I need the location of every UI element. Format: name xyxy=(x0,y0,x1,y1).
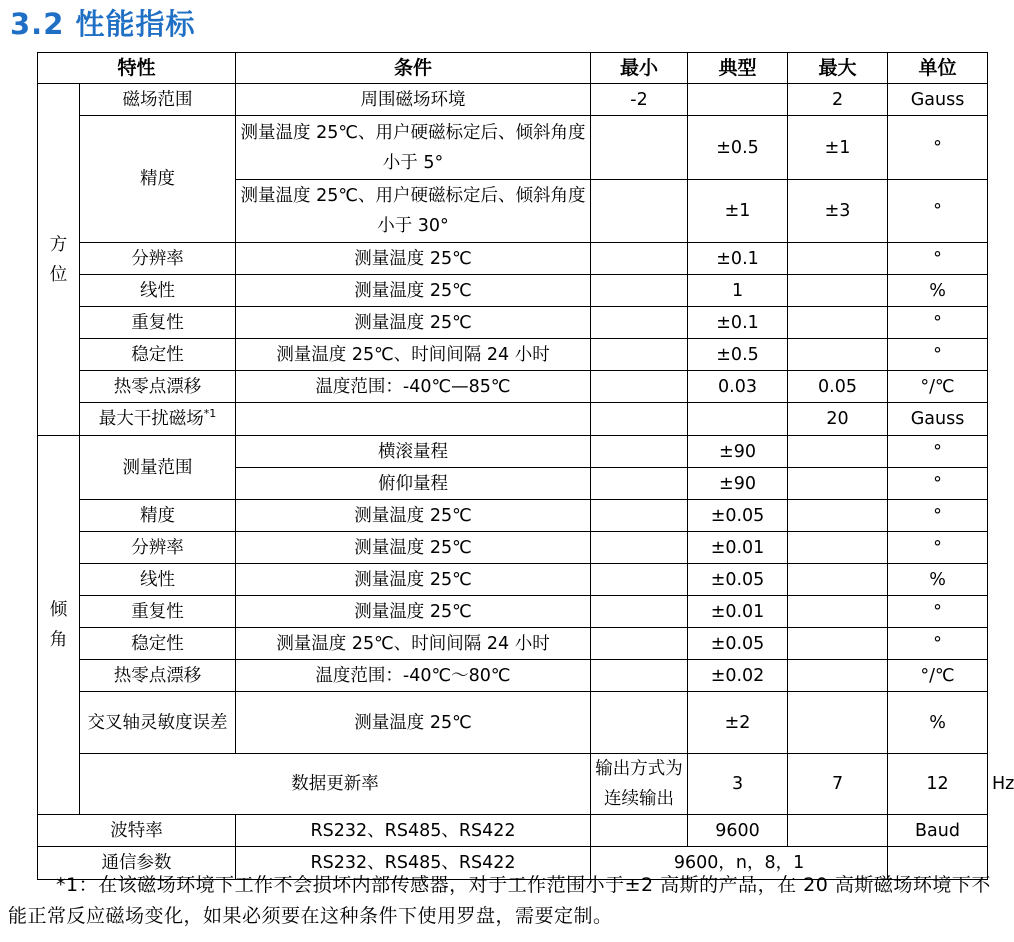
row-typ: ±90 xyxy=(688,468,788,500)
table-row xyxy=(38,307,988,339)
row-typ: ±90 xyxy=(688,436,788,468)
row-min xyxy=(591,403,688,436)
performance-table xyxy=(37,52,1014,880)
table-row xyxy=(38,371,988,403)
row-min xyxy=(591,275,688,307)
row-unit: ° xyxy=(888,596,988,628)
row-unit: ° xyxy=(888,468,988,500)
row-min xyxy=(591,180,688,243)
row-condition: 测量温度 25℃ xyxy=(236,532,591,564)
row-name: 通信参数 xyxy=(38,847,236,880)
row-max xyxy=(788,500,888,532)
row-min xyxy=(591,596,688,628)
row-condition: 测量温度 25℃、用户硬磁标定后、倾斜角度小于 30° xyxy=(236,180,591,243)
row-max: ±1 xyxy=(788,116,888,180)
header-characteristic: 特性 xyxy=(38,53,236,84)
row-unit: ° xyxy=(888,339,988,371)
row-typ: ±0.1 xyxy=(688,307,788,339)
section-title: 性能指标 xyxy=(75,7,196,41)
row-typ: ±0.01 xyxy=(688,532,788,564)
row-unit: Gauss xyxy=(888,403,988,436)
row-min xyxy=(591,500,688,532)
row-max: 2 xyxy=(788,84,888,116)
row-unit: ° xyxy=(888,180,988,243)
row-condition: 测量温度 25℃、用户硬磁标定后、倾斜角度小于 5° xyxy=(236,116,591,180)
table-row xyxy=(38,116,988,180)
row-name: 重复性 xyxy=(80,307,236,339)
row-name: 稳定性 xyxy=(80,339,236,371)
row-name: 热零点漂移 xyxy=(80,660,236,692)
row-condition: 测量温度 25℃ xyxy=(236,307,591,339)
row-typ: ±0.01 xyxy=(688,596,788,628)
row-condition: 温度范围：-40℃—85℃ xyxy=(236,371,591,403)
row-name: 精度 xyxy=(80,500,236,532)
row-typ: ±0.05 xyxy=(688,628,788,660)
row-unit: ° xyxy=(888,500,988,532)
row-unit: °/℃ xyxy=(888,371,988,403)
row-name: 线性 xyxy=(80,564,236,596)
row-name: 稳定性 xyxy=(80,628,236,660)
row-min xyxy=(591,564,688,596)
table-row: 数据更新率 输出方式为连续输出 3 7 12 Hz xyxy=(38,754,988,815)
row-min xyxy=(591,532,688,564)
table-row xyxy=(38,500,988,532)
row-min xyxy=(591,339,688,371)
row-max xyxy=(788,275,888,307)
row-min xyxy=(591,243,688,275)
table-row xyxy=(38,243,988,275)
row-typ xyxy=(688,84,788,116)
row-max xyxy=(788,660,888,692)
row-condition: 测量温度 25℃、时间间隔 24 小时 xyxy=(236,339,591,371)
row-condition xyxy=(236,403,591,436)
row-condition: 温度范围：-40℃～80℃ xyxy=(236,660,591,692)
row-name: 波特率 xyxy=(38,815,236,847)
row-min xyxy=(591,371,688,403)
row-unit: ° xyxy=(888,532,988,564)
table-row xyxy=(38,564,988,596)
table-row xyxy=(38,596,988,628)
row-name: 最大干扰磁场$^{*1}$ xyxy=(80,403,236,436)
row-max xyxy=(788,436,888,468)
row-name: 分辨率 xyxy=(80,532,236,564)
table-row xyxy=(38,628,988,660)
row-max: ±3 xyxy=(788,180,888,243)
footnote: *1：在该磁场环境下工作不会损坏内部传感器，对于工作范围小于±2 高斯的产品，在 20 高斯磁场环境下不能正常反应磁场变化，如果必须要在这种条件下使用罗盘，需要定制。 xyxy=(8,874,991,927)
table-row xyxy=(38,84,988,116)
row-condition: RS232、RS485、RS422 xyxy=(236,847,591,880)
row-typ: ±1 xyxy=(688,180,788,243)
table-row xyxy=(38,815,988,847)
row-max: 12 xyxy=(888,754,988,815)
row-typ: ±0.02 xyxy=(688,660,788,692)
header-unit: 单位 xyxy=(888,53,988,84)
row-condition: 测量温度 25℃ xyxy=(236,564,591,596)
row-name: 重复性 xyxy=(80,596,236,628)
row-unit: °/℃ xyxy=(888,660,988,692)
row-name: 精度 xyxy=(80,116,236,243)
row-typ: ±0.5 xyxy=(688,339,788,371)
row-min: -2 xyxy=(591,84,688,116)
table-row xyxy=(38,532,988,564)
table-row xyxy=(38,339,988,371)
row-max xyxy=(788,628,888,660)
section-heading xyxy=(10,2,196,43)
row-min xyxy=(591,660,688,692)
row-min xyxy=(591,116,688,180)
row-condition: 周围磁场环境 xyxy=(236,84,591,116)
row-condition: 测量温度 25℃ xyxy=(236,243,591,275)
row-unit: ° xyxy=(888,436,988,468)
row-min xyxy=(591,692,688,754)
row-max xyxy=(788,243,888,275)
table-row xyxy=(38,692,988,754)
row-merged-value: 9600，n，8，1 xyxy=(591,847,888,880)
row-condition: 测量温度 25℃ xyxy=(236,596,591,628)
table-row xyxy=(38,275,988,307)
table-header-row xyxy=(38,53,988,84)
row-typ: 1 xyxy=(688,275,788,307)
row-unit: ° xyxy=(888,243,988,275)
row-unit: ° xyxy=(888,116,988,180)
row-name: 数据更新率 xyxy=(80,754,591,815)
row-name: 测量范围 xyxy=(80,436,236,500)
row-max: 0.05 xyxy=(788,371,888,403)
row-typ: ±2 xyxy=(688,692,788,754)
row-unit: % xyxy=(888,692,988,754)
row-typ: 9600 xyxy=(688,815,788,847)
row-typ: ±0.1 xyxy=(688,243,788,275)
row-unit: Baud xyxy=(888,815,988,847)
group-label-tilt: 倾 角 xyxy=(38,436,80,815)
row-unit: ° xyxy=(888,307,988,339)
row-min xyxy=(591,628,688,660)
row-name: 磁场范围 xyxy=(80,84,236,116)
row-max xyxy=(788,532,888,564)
row-max xyxy=(788,692,888,754)
footnote-marker: *1 xyxy=(203,407,217,421)
row-max xyxy=(788,815,888,847)
group-label-orientation: 方 位 xyxy=(38,84,80,436)
table-row xyxy=(38,403,988,436)
row-max xyxy=(788,307,888,339)
table-row xyxy=(38,660,988,692)
row-min xyxy=(591,436,688,468)
header-min: 最小 xyxy=(591,53,688,84)
row-min xyxy=(591,307,688,339)
row-name: 交叉轴灵敏度误差 xyxy=(80,692,236,754)
header-max: 最大 xyxy=(788,53,888,84)
row-unit: ° xyxy=(888,628,988,660)
row-condition: 横滚量程 xyxy=(236,436,591,468)
row-condition: 测量温度 25℃ xyxy=(236,692,591,754)
row-typ: ±0.5 xyxy=(688,116,788,180)
header-typ: 典型 xyxy=(688,53,788,84)
section-number: 3.2 xyxy=(10,7,65,41)
row-typ: ±0.05 xyxy=(688,564,788,596)
row-unit: % xyxy=(888,275,988,307)
row-unit: % xyxy=(888,564,988,596)
row-condition: RS232、RS485、RS422 xyxy=(236,815,591,847)
row-typ: 7 xyxy=(788,754,888,815)
row-min: 3 xyxy=(688,754,788,815)
row-typ: 0.03 xyxy=(688,371,788,403)
row-min xyxy=(591,815,688,847)
row-name: 热零点漂移 xyxy=(80,371,236,403)
row-name: 线性 xyxy=(80,275,236,307)
row-typ: ±0.05 xyxy=(688,500,788,532)
row-typ xyxy=(688,403,788,436)
table-row xyxy=(38,436,988,468)
row-max xyxy=(788,468,888,500)
row-max: 20 xyxy=(788,403,888,436)
row-condition: 俯仰量程 xyxy=(236,468,591,500)
row-name: 分辨率 xyxy=(80,243,236,275)
row-max xyxy=(788,596,888,628)
row-condition: 测量温度 25℃ xyxy=(236,500,591,532)
row-max xyxy=(788,564,888,596)
header-condition: 条件 xyxy=(236,53,591,84)
row-max xyxy=(788,339,888,371)
row-condition: 测量温度 25℃、时间间隔 24 小时 xyxy=(236,628,591,660)
row-unit: Gauss xyxy=(888,84,988,116)
row-condition: 输出方式为连续输出 xyxy=(591,754,688,815)
row-condition: 测量温度 25℃ xyxy=(236,275,591,307)
row-min xyxy=(591,468,688,500)
